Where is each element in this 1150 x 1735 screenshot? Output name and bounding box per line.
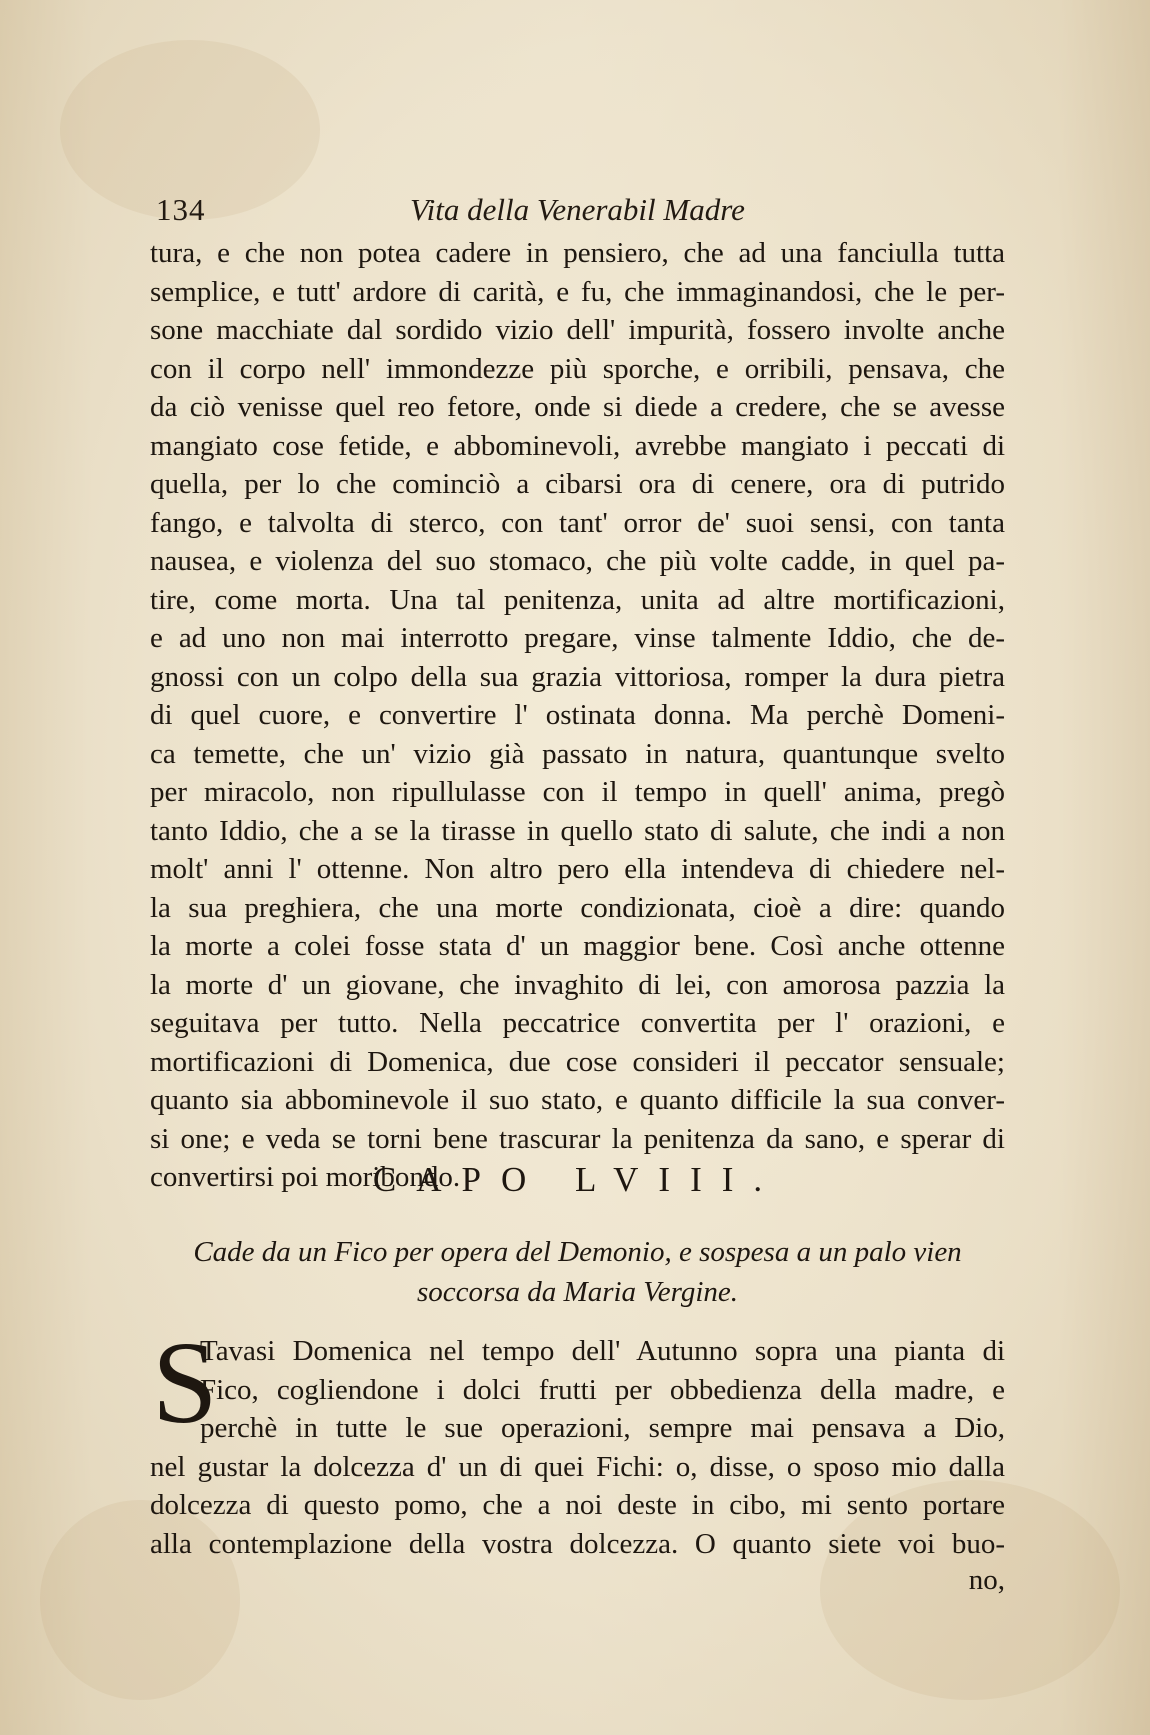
text-line: Fico, cogliendone i dolci frutti per obbedienza della madre, e [200,1373,1005,1406]
text-line: gnossi con un colpo della sua grazia vittoriosa, romper la dura pietra [150,660,1005,693]
text-line: quella, per lo che cominciò a cibarsi ora di cenere, ora di putrido [150,468,1005,500]
text-line: Tavasi Domenica nel tempo dell' Autunno sopra una pianta di [200,1335,1005,1367]
text-line: la morte a colei fosse stata d' un maggior bene. Così anche ottenne [150,930,1005,962]
text-line: convertirsi poi moribondo. [150,1161,461,1193]
subtitle-line: soccorsa da Maria Vergine. [416,1276,739,1308]
text-line: sone macchiate dal sordido vizio dell' impurità, fossero involte anche [150,314,1005,346]
text-line: nausea, e violenza del suo stomaco, che più volte cadde, in quel pa- [150,545,1005,577]
text-line: la morte d' un giovane, che invaghito di lei, con amorosa pazzia la [150,968,1005,1001]
text-line: ca temette, che un' vizio già passato in natura, quantunque svelto [150,737,1005,770]
running-head-title: Vita della Venerabil Madre [410,192,745,227]
text-line: la sua preghiera, che una morte condizionata, cioè a dire: quando [150,891,1005,924]
text-line: si one; e veda se torni bene trascurar la penitenza da sano, e sperar di [150,1122,1005,1155]
text-line: tura, e che non potea cadere in pensiero, che ad una fanciulla tutta [150,237,1005,269]
text-line: per miracolo, non ripullulasse con il tempo in quell' anima, pregò [150,776,1005,808]
catchword: no, [968,1564,1005,1596]
chapter-subtitle [150,1232,1005,1312]
text-line: e ad uno non mai interrotto pregare, vinse talmente Iddio, che de- [150,622,1005,654]
running-head [156,192,1016,232]
text-line: tanto Iddio, che a se la tirasse in quello stato di salute, che indi a non [150,814,1005,847]
paragraph-2 [150,1317,1005,1563]
paragraph-1 [150,234,1005,1197]
subtitle-line: Cade da un Fico per opera del Demonio, e sospesa a un palo vien [193,1236,962,1268]
text-line: seguitava per tutto. Nella peccatrice convertita per l' orazioni, e [150,1007,1005,1039]
text-line: alla contemplazione della vostra dolcezza. O quanto siete voi buo- [150,1527,1005,1560]
text-line: quanto sia abbominevole il suo stato, e quanto difficile la sua conver- [150,1084,1005,1116]
text-line: con il corpo nell' immondezze più sporche, e orribili, pensava, che [150,352,1005,385]
text-line: tire, come morta. Una tal penitenza, unita ad altre mortificazioni, [150,583,1005,616]
chapter-heading: CAPO LVIII. [372,1160,783,1199]
text-line: molt' anni l' ottenne. Non altro pero ella intendeva di chiedere nel- [150,853,1005,885]
text-line: di quel cuore, e convertire l' ostinata donna. Ma perchè Domeni- [150,699,1005,731]
drop-cap: S [152,1317,218,1448]
text-line: dolcezza di questo pomo, che a noi deste in cibo, mi sento portare [150,1489,1005,1521]
text-line: da ciò venisse quel reo fetore, onde si diede a credere, che se avesse [150,391,1005,423]
page-number: 134 [156,192,206,227]
text-line: nel gustar la dolcezza d' un di quei Fichi: o, disse, o sposo mio dalla [150,1450,1005,1483]
text-line: perchè in tutte le sue operazioni, sempre mai pensava a Dio, [200,1412,1005,1444]
text-line: mangiato cose fetide, e abbominevoli, avrebbe mangiato i peccati di [150,429,1005,462]
text-line: semplice, e tutt' ardore di carità, e fu, che immaginandosi, che le per- [150,275,1005,308]
text-line: fango, e talvolta di sterco, con tant' orror de' suoi sensi, con tanta [150,506,1005,539]
text-line: mortificazioni di Domenica, due cose consideri il peccator sensuale; [150,1045,1005,1078]
